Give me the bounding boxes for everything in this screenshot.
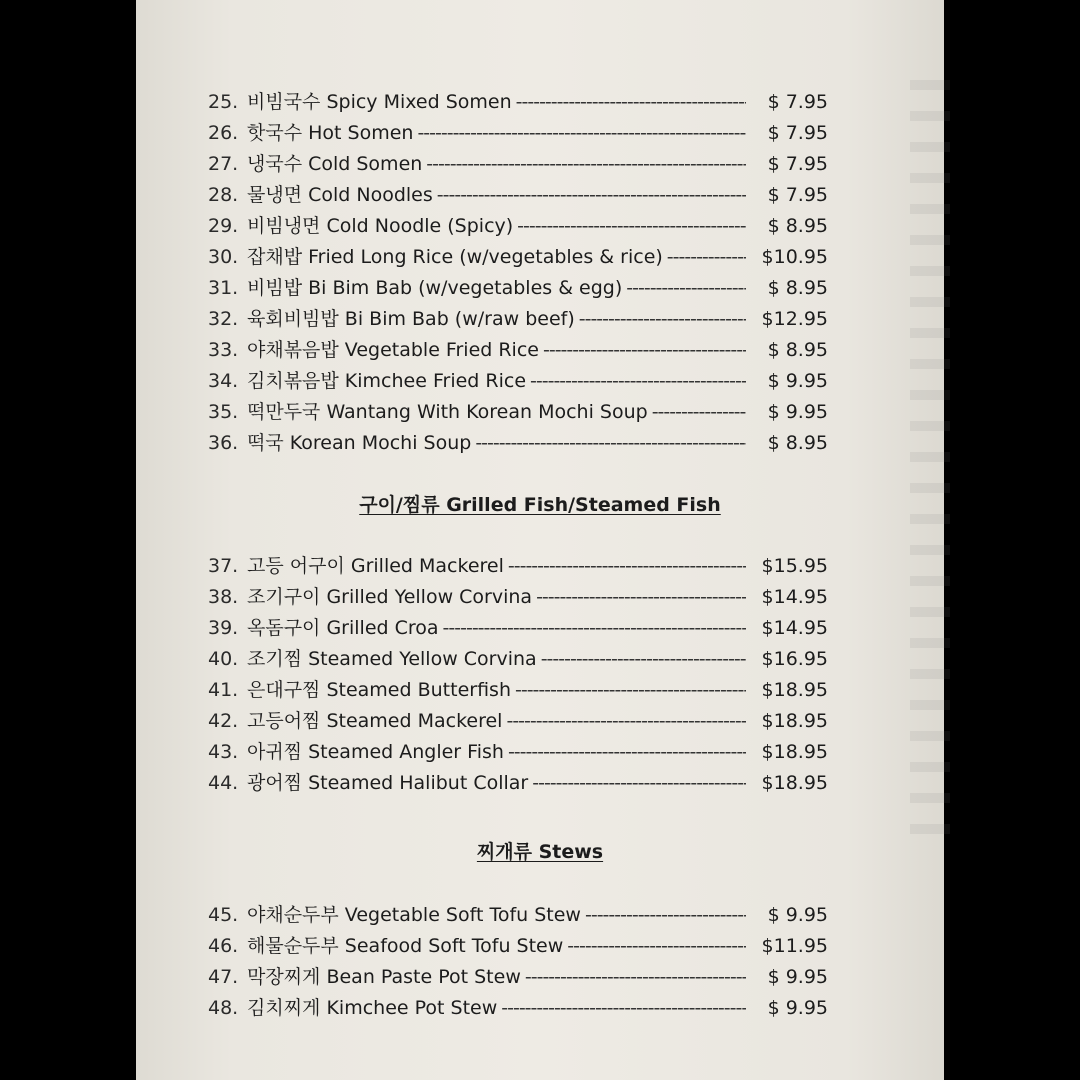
item-price: $18.95 — [761, 679, 828, 701]
item-price: $ 9.95 — [767, 401, 828, 423]
dash-leader — [541, 644, 746, 675]
item-name: 광어찜 Steamed Halibut Collar — [247, 772, 529, 794]
menu-item — [208, 242, 828, 273]
item-name: 해물순두부 Seafood Soft Tofu Stew — [247, 935, 564, 957]
item-number: 33. — [208, 339, 239, 361]
item-price: $11.95 — [761, 935, 828, 957]
item-price: $ 9.95 — [767, 370, 828, 392]
item-number: 30. — [208, 246, 239, 268]
item-number: 39. — [208, 617, 239, 639]
item-name: 떡만두국 Wantang With Korean Mochi Soup — [247, 401, 648, 423]
dash-leader — [525, 962, 746, 993]
noodle-rice-items — [208, 87, 828, 459]
item-price: $14.95 — [761, 586, 828, 608]
item-name: 냉국수 Cold Somen — [247, 153, 423, 175]
item-name: 떡국 Korean Mochi Soup — [247, 432, 472, 454]
item-number: 46. — [208, 935, 239, 957]
item-name: 조기찜 Steamed Yellow Corvina — [247, 648, 537, 670]
item-number: 37. — [208, 555, 239, 577]
item-name: 조기구이 Grilled Yellow Corvina — [247, 586, 533, 608]
dash-leader — [667, 242, 746, 273]
item-price: $16.95 — [761, 648, 828, 670]
section-heading-fish-text: 구이/찜류 Grilled Fish/Steamed Fish — [359, 494, 721, 516]
item-name: 고등어찜 Steamed Mackerel — [247, 710, 503, 732]
section-heading-stews-text: 찌개류 Stews — [476, 841, 604, 863]
item-number: 28. — [208, 184, 239, 206]
menu-item — [208, 613, 828, 644]
menu-item — [208, 211, 828, 242]
item-name: 아귀찜 Steamed Angler Fish — [247, 741, 504, 763]
menu-item — [208, 118, 828, 149]
menu-item — [208, 768, 828, 799]
item-name: 비빔밥 Bi Bim Bab (w/vegetables & egg) — [247, 277, 623, 299]
menu-item — [208, 993, 828, 1024]
dash-leader — [501, 993, 746, 1024]
item-price: $14.95 — [761, 617, 828, 639]
item-name: 핫국수 Hot Somen — [247, 122, 414, 144]
menu-item — [208, 900, 828, 931]
stew-items — [208, 900, 828, 1024]
dash-leader — [579, 304, 746, 335]
dash-leader — [567, 931, 746, 962]
item-name: 옥돔구이 Grilled Croa — [247, 617, 439, 639]
item-price: $ 8.95 — [767, 277, 828, 299]
item-name: 육회비빔밥 Bi Bim Bab (w/raw beef) — [247, 308, 575, 330]
menu-item — [208, 366, 828, 397]
item-name: 막장찌게 Bean Paste Pot Stew — [247, 966, 521, 988]
item-number: 26. — [208, 122, 239, 144]
item-price: $ 7.95 — [767, 153, 828, 175]
menu-item — [208, 706, 828, 737]
dash-leader — [652, 397, 746, 428]
item-name: 김치볶음밥 Kimchee Fried Rice — [247, 370, 527, 392]
item-number: 38. — [208, 586, 239, 608]
item-price: $ 7.95 — [767, 122, 828, 144]
item-name: 야채순두부 Vegetable Soft Tofu Stew — [247, 904, 581, 926]
dash-leader — [506, 706, 746, 737]
dash-leader — [515, 675, 746, 706]
item-price: $ 9.95 — [767, 997, 828, 1019]
item-price: $ 8.95 — [767, 339, 828, 361]
item-number: 45. — [208, 904, 239, 926]
dash-leader — [437, 180, 746, 211]
item-price: $18.95 — [761, 741, 828, 763]
dash-leader — [536, 582, 746, 613]
item-price: $ 7.95 — [767, 184, 828, 206]
item-price: $18.95 — [761, 772, 828, 794]
item-price: $18.95 — [761, 710, 828, 732]
dash-leader — [508, 551, 746, 582]
item-name: 야채볶음밥 Vegetable Fried Rice — [247, 339, 539, 361]
dash-leader — [475, 428, 746, 459]
item-number: 44. — [208, 772, 239, 794]
item-price: $ 8.95 — [767, 432, 828, 454]
menu-item — [208, 87, 828, 118]
item-price: $12.95 — [761, 308, 828, 330]
item-name: 은대구찜 Steamed Butterfish — [247, 679, 511, 701]
dash-leader — [517, 211, 746, 242]
section-heading-stews — [136, 838, 944, 866]
menu-item — [208, 737, 828, 768]
item-number: 25. — [208, 91, 239, 113]
item-number: 42. — [208, 710, 239, 732]
item-number: 41. — [208, 679, 239, 701]
menu-item — [208, 149, 828, 180]
item-number: 34. — [208, 370, 239, 392]
menu-item — [208, 644, 828, 675]
item-name: 비빔냉면 Cold Noodle (Spicy) — [247, 215, 514, 237]
menu-item — [208, 273, 828, 304]
menu-item — [208, 931, 828, 962]
menu-item — [208, 397, 828, 428]
menu-item — [208, 962, 828, 993]
item-number: 40. — [208, 648, 239, 670]
menu-item — [208, 180, 828, 211]
item-number: 36. — [208, 432, 239, 454]
item-number: 43. — [208, 741, 239, 763]
item-name: 비빔국수 Spicy Mixed Somen — [247, 91, 512, 113]
item-price: $ 9.95 — [767, 904, 828, 926]
section-heading-fish — [136, 491, 944, 519]
item-price: $ 9.95 — [767, 966, 828, 988]
item-number: 27. — [208, 153, 239, 175]
item-price: $ 7.95 — [767, 91, 828, 113]
item-number: 48. — [208, 997, 239, 1019]
menu-item — [208, 551, 828, 582]
item-name: 고등 어구이 Grilled Mackerel — [247, 555, 504, 577]
item-price: $15.95 — [761, 555, 828, 577]
item-name: 잡채밥 Fried Long Rice (w/vegetables & rice) — [247, 246, 663, 268]
item-name: 물냉면 Cold Noodles — [247, 184, 433, 206]
dash-leader — [516, 87, 746, 118]
dash-leader — [417, 118, 746, 149]
item-price: $ 8.95 — [767, 215, 828, 237]
dash-leader — [426, 149, 746, 180]
menu-item — [208, 304, 828, 335]
dash-leader — [543, 335, 746, 366]
dash-leader — [532, 768, 746, 799]
item-number: 29. — [208, 215, 239, 237]
dash-leader — [508, 737, 746, 768]
menu-item — [208, 582, 828, 613]
dash-leader — [530, 366, 746, 397]
item-number: 47. — [208, 966, 239, 988]
item-number: 32. — [208, 308, 239, 330]
dash-leader — [585, 900, 746, 931]
menu-item — [208, 335, 828, 366]
dash-leader — [443, 613, 746, 644]
item-number: 31. — [208, 277, 239, 299]
item-price: $10.95 — [761, 246, 828, 268]
bleed-through-text — [910, 80, 950, 840]
item-number: 35. — [208, 401, 239, 423]
menu-page — [136, 0, 944, 1080]
fish-items — [208, 551, 828, 799]
menu-item — [208, 428, 828, 459]
dash-leader — [626, 273, 746, 304]
menu-item — [208, 675, 828, 706]
item-name: 김치찌게 Kimchee Pot Stew — [247, 997, 498, 1019]
